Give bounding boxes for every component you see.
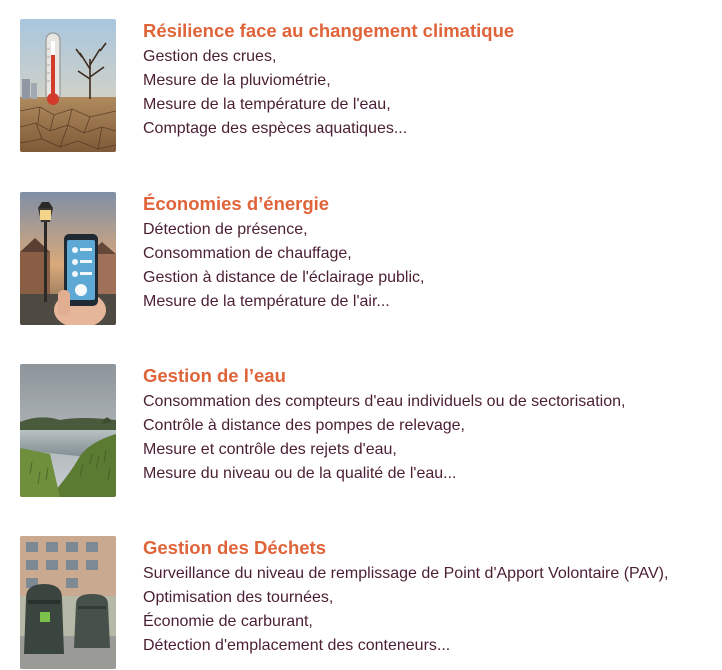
list-item: Mesure du niveau ou de la qualité de l'eau... <box>143 465 457 482</box>
list-item: Optimisation des tournées, <box>143 589 334 606</box>
list-item: Mesure de la température de l'eau, <box>143 96 391 113</box>
list-item: Détection d'emplacement des conteneurs... <box>143 637 451 654</box>
section-text <box>143 536 722 658</box>
smartphone-streetlight-icon <box>20 192 116 325</box>
list-item: Surveillance du niveau de remplissage de Point d'Apport Volontaire (PAV), <box>143 565 669 582</box>
river-landscape-icon <box>20 364 116 497</box>
section-title: Gestion des Déchets <box>143 537 327 558</box>
thermometer-drought-icon <box>20 19 116 152</box>
list-item: Détection de présence, <box>143 221 308 238</box>
recycling-containers-icon <box>20 536 116 669</box>
list-item: Consommation des compteurs d'eau individuels ou de sectorisation, <box>143 393 626 410</box>
list-item: Mesure et contrôle des rejets d'eau, <box>143 441 397 458</box>
section-text <box>143 19 722 141</box>
section-title: Résilience face au changement climatique <box>143 20 515 41</box>
list-item: Contrôle à distance des pompes de relevage, <box>143 417 465 434</box>
section-title: Gestion de l’eau <box>143 365 286 386</box>
section-title: Économies d’énergie <box>143 193 330 214</box>
list-item: Comptage des espèces aquatiques... <box>143 120 408 137</box>
list-item: Gestion des crues, <box>143 48 277 65</box>
list-item: Mesure de la pluviométrie, <box>143 72 331 89</box>
list-item: Mesure de la température de l'air... <box>143 293 390 310</box>
list-item: Gestion à distance de l'éclairage public, <box>143 269 425 286</box>
list-item: Économie de carburant, <box>143 613 313 630</box>
section-text <box>143 364 722 486</box>
section-text <box>143 192 722 314</box>
list-item: Consommation de chauffage, <box>143 245 352 262</box>
